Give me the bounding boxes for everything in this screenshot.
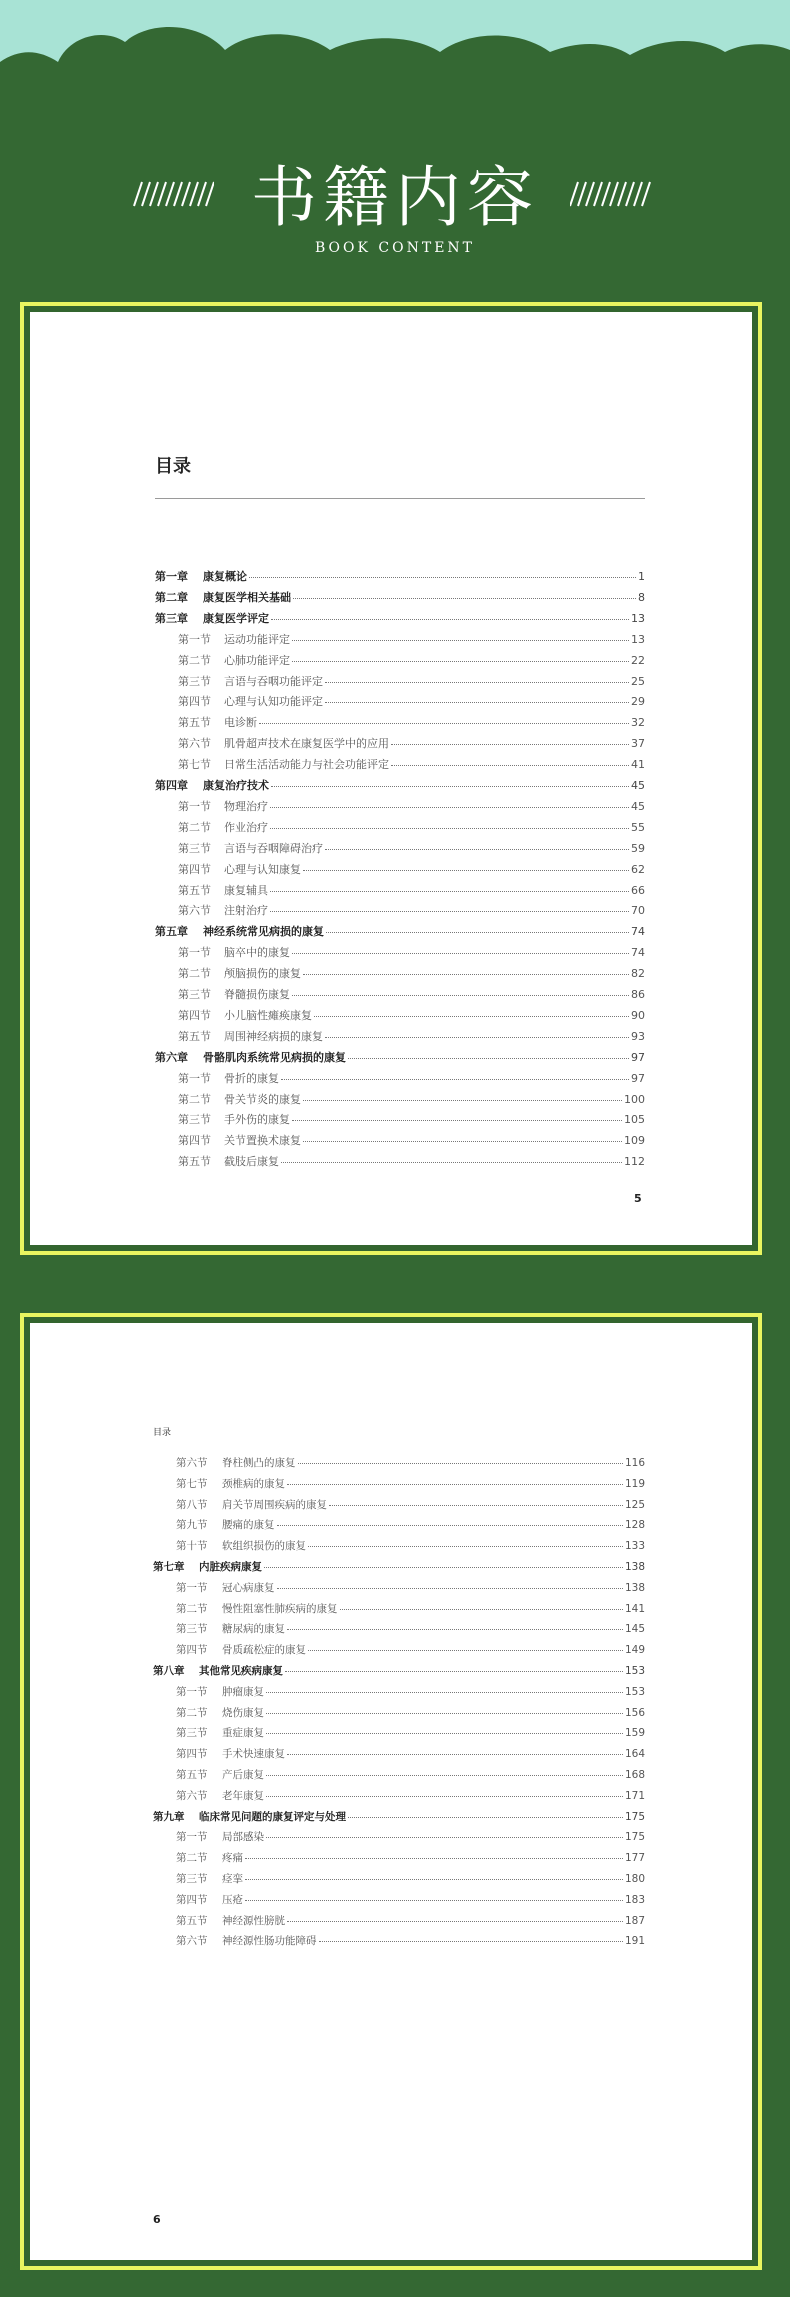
- entry-title: 软组织损伤的康复: [222, 1540, 306, 1553]
- entry-page: 119: [624, 1477, 645, 1490]
- entry-page: 159: [624, 1727, 645, 1740]
- entry-number: 第三节: [176, 1727, 208, 1740]
- dot-leader: [270, 806, 629, 808]
- entry-title: 临床常见问题的康复评定与处理: [199, 1810, 346, 1823]
- page-title: 书籍内容: [251, 159, 539, 236]
- entry-title: 压疮: [222, 1893, 243, 1906]
- entry-title: 重症康复: [222, 1727, 264, 1740]
- dot-leader: [348, 1057, 629, 1059]
- entry-number: 第五节: [176, 1769, 208, 1781]
- dot-leader: [287, 1483, 623, 1485]
- toc-chapter-entry: [153, 1557, 645, 1578]
- toc-section-entry: [178, 733, 645, 754]
- entry-title: 内脏疾病康复: [199, 1561, 262, 1573]
- entry-page: 187: [624, 1914, 645, 1927]
- toc-chapter-entry: [153, 1807, 645, 1828]
- entry-page: 90: [631, 1008, 645, 1022]
- dot-leader: [245, 1857, 623, 1859]
- dot-leader: [266, 1712, 623, 1714]
- toc-section-entry: [176, 1474, 645, 1495]
- entry-number: 第五节: [178, 883, 211, 897]
- entry-title: 糖尿病的康复: [222, 1623, 285, 1636]
- dot-leader: [319, 1940, 623, 1942]
- dot-leader: [285, 1670, 623, 1672]
- entry-number: 第七节: [176, 1477, 208, 1490]
- entry-page: 156: [624, 1706, 645, 1719]
- entry-page: 133: [624, 1540, 645, 1553]
- entry-number: 第五节: [176, 1914, 208, 1927]
- entry-title: 心肺功能评定: [224, 653, 290, 667]
- entry-number: 第八节: [176, 1498, 208, 1511]
- toc-section-entry: [176, 1682, 645, 1703]
- entry-title: 作业治疗: [224, 820, 268, 834]
- toc-page-card-2: [20, 1313, 762, 2270]
- dot-leader: [326, 931, 629, 933]
- toc-section-entry: [178, 650, 645, 671]
- entry-title: 康复辅具: [224, 883, 268, 897]
- entry-title: 骨质疏松症的康复: [222, 1644, 306, 1657]
- entry-page: 125: [624, 1498, 645, 1511]
- entry-number: 第四节: [178, 1008, 211, 1022]
- dot-leader: [303, 1099, 622, 1101]
- entry-page: 13: [631, 611, 645, 625]
- entry-page: 153: [624, 1665, 645, 1677]
- entry-title: 肿瘤康复: [222, 1685, 264, 1698]
- entry-page: 97: [631, 1050, 645, 1064]
- entry-title: 产后康复: [222, 1769, 264, 1781]
- entry-number: 第六章: [155, 1050, 188, 1064]
- dot-leader: [271, 618, 629, 620]
- entry-title: 言语与吞咽功能评定: [224, 674, 323, 688]
- toc-chapter-entry: [155, 587, 645, 608]
- toc-section-entry: [176, 1536, 645, 1557]
- entry-number: 第四节: [178, 862, 211, 876]
- dot-leader: [287, 1920, 623, 1922]
- entry-title: 痉挛: [222, 1873, 243, 1885]
- dot-leader: [292, 660, 629, 662]
- entry-title: 神经系统常见病损的康复: [203, 925, 324, 939]
- dot-leader: [292, 639, 629, 641]
- entry-number: 第一节: [178, 632, 211, 646]
- entry-page: 175: [624, 1810, 645, 1823]
- entry-number: 第三节: [178, 841, 211, 855]
- entry-title: 截肢后康复: [224, 1155, 279, 1169]
- toc-section-entry: [178, 754, 645, 775]
- toc-chapter-entry: [155, 775, 645, 796]
- entry-page: 183: [624, 1893, 645, 1906]
- toc-section-entry: [176, 1765, 645, 1786]
- entry-number: 第一节: [178, 946, 211, 960]
- entry-number: 第一节: [176, 1581, 208, 1594]
- entry-title: 骨骼肌肉系统常见病损的康复: [203, 1050, 346, 1064]
- entry-page: 45: [631, 779, 645, 792]
- dot-leader: [292, 1119, 622, 1121]
- slashes-decoration-right: [570, 180, 656, 208]
- entry-title: 手术快速康复: [222, 1748, 285, 1761]
- toc-section-entry: [176, 1453, 645, 1474]
- entry-title: 疼痛: [222, 1852, 243, 1865]
- entry-page: 29: [631, 695, 645, 709]
- entry-page: 66: [631, 883, 645, 897]
- dot-leader: [308, 1545, 623, 1547]
- entry-number: 第四节: [176, 1644, 208, 1657]
- entry-page: 175: [624, 1831, 645, 1844]
- page-subtitle: BOOK CONTENT: [315, 240, 475, 256]
- dot-leader: [249, 576, 636, 578]
- entry-number: 第五节: [178, 1029, 211, 1043]
- entry-title: 小儿脑性瘫痪康复: [224, 1008, 312, 1022]
- entry-title: 康复医学评定: [203, 611, 269, 625]
- entry-page: 128: [624, 1519, 645, 1532]
- entry-number: 第二节: [176, 1852, 208, 1865]
- toc-section-entry: [178, 942, 645, 963]
- entry-title: 脊髓损伤康复: [224, 988, 290, 1001]
- dot-leader: [277, 1587, 623, 1589]
- entry-page: 109: [624, 1134, 645, 1148]
- entry-page: 100: [624, 1092, 645, 1106]
- entry-number: 第二节: [178, 653, 211, 667]
- entry-page: 105: [624, 1113, 645, 1127]
- entry-number: 第二节: [176, 1706, 208, 1719]
- toc-section-entry: [178, 900, 645, 921]
- entry-title: 颈椎病的康复: [222, 1477, 285, 1490]
- toc-section-entry: [178, 963, 645, 984]
- dot-leader: [271, 785, 629, 787]
- entry-number: 第八章: [153, 1665, 185, 1677]
- entry-title: 腰痛的康复: [222, 1519, 275, 1532]
- entry-page: 171: [624, 1789, 645, 1802]
- entry-title: 周围神经病损的康复: [224, 1029, 323, 1043]
- entry-title: 脑卒中的康复: [224, 946, 290, 960]
- dot-leader: [293, 597, 636, 599]
- toc-section-entry: [176, 1744, 645, 1765]
- entry-page: 55: [631, 820, 645, 834]
- dot-leader: [298, 1462, 623, 1464]
- dot-leader: [264, 1566, 623, 1568]
- entry-page: 180: [624, 1873, 645, 1885]
- entry-number: 第六节: [176, 1935, 208, 1948]
- toc-chapter-entry: [155, 921, 645, 942]
- dot-leader: [245, 1878, 623, 1880]
- toc-section-entry: [178, 671, 645, 692]
- entry-number: 第一节: [178, 1071, 211, 1085]
- entry-page: 153: [624, 1685, 645, 1698]
- toc-section-entry: [178, 817, 645, 838]
- toc-section-entry: [178, 691, 645, 712]
- entry-number: 第二节: [178, 967, 211, 981]
- toc-section-entry: [176, 1640, 645, 1661]
- dot-leader: [292, 952, 629, 954]
- toc-chapter-entry: [155, 608, 645, 629]
- dot-leader: [277, 1524, 623, 1526]
- dot-leader: [325, 681, 629, 683]
- entry-page: 62: [631, 862, 645, 876]
- toc-section-entry: [178, 1089, 645, 1110]
- toc-section-entry: [176, 1599, 645, 1620]
- toc-section-entry: [176, 1723, 645, 1744]
- toc-chapter-entry: [155, 1047, 645, 1068]
- entry-number: 第二章: [155, 590, 188, 604]
- title-divider: [155, 498, 645, 499]
- toc-section-entry: [178, 1068, 645, 1089]
- toc-running-title: 目录: [153, 1428, 172, 1438]
- entry-number: 第三节: [176, 1623, 208, 1636]
- entry-page: 164: [624, 1748, 645, 1761]
- entry-title: 冠心病康复: [222, 1581, 275, 1594]
- entry-page: 1: [638, 570, 645, 583]
- toc-section-entry: [178, 712, 645, 733]
- entry-number: 第四章: [155, 779, 188, 792]
- entry-page: 70: [631, 904, 645, 918]
- entry-page: 168: [624, 1769, 645, 1781]
- entry-page: 112: [624, 1155, 645, 1169]
- toc-section-entry: [178, 1130, 645, 1151]
- entry-number: 第三节: [178, 988, 211, 1001]
- toc-section-entry: [176, 1619, 645, 1640]
- entry-number: 第二节: [176, 1602, 208, 1615]
- dot-leader: [245, 1899, 623, 1901]
- entry-number: 第四节: [178, 695, 211, 709]
- entry-page: 177: [624, 1852, 645, 1865]
- toc-section-entry: [178, 838, 645, 859]
- entry-title: 注射治疗: [224, 904, 268, 918]
- dot-leader: [287, 1753, 623, 1755]
- dot-leader: [266, 1836, 623, 1838]
- entry-title: 关节置换术康复: [224, 1134, 301, 1148]
- toc-title: 目录: [155, 456, 191, 477]
- entry-number: 第二节: [178, 820, 211, 834]
- entry-title: 骨关节炎的康复: [224, 1092, 301, 1106]
- entry-number: 第三节: [176, 1873, 208, 1885]
- entry-number: 第二节: [178, 1092, 211, 1106]
- toc-page-card-1: [20, 302, 762, 1255]
- entry-page: 22: [631, 653, 645, 667]
- toc-section-entry: [176, 1890, 645, 1911]
- entry-page: 8: [638, 590, 645, 604]
- toc-section-entry: [176, 1703, 645, 1724]
- entry-title: 物理治疗: [224, 799, 268, 813]
- entry-title: 康复概论: [203, 570, 247, 583]
- entry-number: 第四节: [178, 1134, 211, 1148]
- dot-leader: [270, 910, 629, 912]
- entry-title: 心理与认知康复: [224, 862, 301, 876]
- entry-title: 康复治疗技术: [203, 779, 269, 792]
- entry-page: 37: [631, 737, 645, 751]
- entry-page: 25: [631, 674, 645, 688]
- entry-page: 86: [631, 988, 645, 1001]
- dot-leader: [281, 1078, 629, 1080]
- entry-number: 第三节: [178, 674, 211, 688]
- dot-leader: [303, 869, 629, 871]
- entry-page: 59: [631, 841, 645, 855]
- dot-leader: [391, 764, 629, 766]
- toc-section-entry: [178, 1151, 645, 1172]
- entry-number: 第一章: [155, 570, 188, 583]
- entry-number: 第九节: [176, 1519, 208, 1532]
- entry-title: 运动功能评定: [224, 632, 290, 646]
- toc-chapter-entry: [155, 566, 645, 587]
- entry-title: 其他常见疾病康复: [199, 1665, 283, 1677]
- dot-leader: [287, 1628, 623, 1630]
- entry-title: 烧伤康复: [222, 1706, 264, 1719]
- entry-page: 13: [631, 632, 645, 646]
- entry-number: 第五节: [178, 716, 211, 730]
- entry-title: 脊柱侧凸的康复: [222, 1457, 296, 1469]
- dot-leader: [340, 1608, 623, 1610]
- entry-page: 93: [631, 1029, 645, 1043]
- dot-leader: [329, 1504, 623, 1506]
- entry-number: 第四节: [176, 1893, 208, 1906]
- entry-title: 局部感染: [222, 1831, 264, 1844]
- entry-page: 138: [624, 1561, 645, 1573]
- entry-title: 言语与吞咽障碍治疗: [224, 841, 323, 855]
- entry-number: 第七节: [178, 758, 211, 772]
- entry-number: 第一节: [176, 1685, 208, 1698]
- dot-leader: [325, 1036, 629, 1038]
- entry-number: 第六节: [176, 1789, 208, 1802]
- toc-section-entry: [178, 629, 645, 650]
- entry-number: 第一节: [176, 1831, 208, 1844]
- header: [0, 150, 790, 260]
- entry-title: 骨折的康复: [224, 1071, 279, 1085]
- entry-number: 第一节: [178, 799, 211, 813]
- toc-section-entry: [178, 796, 645, 817]
- entry-title: 颅脑损伤的康复: [224, 967, 301, 981]
- entry-title: 老年康复: [222, 1789, 264, 1802]
- entry-title: 慢性阻塞性肺疾病的康复: [222, 1602, 338, 1615]
- entry-title: 康复医学相关基础: [203, 590, 291, 604]
- toc-section-entry: [176, 1827, 645, 1848]
- toc-section-entry: [178, 880, 645, 901]
- dot-leader: [270, 827, 629, 829]
- entry-page: 82: [631, 967, 645, 981]
- dot-leader: [266, 1774, 623, 1776]
- toc-section-entry: [176, 1495, 645, 1516]
- entry-page: 138: [624, 1581, 645, 1594]
- entry-number: 第六节: [178, 904, 211, 918]
- toc-section-entry: [176, 1515, 645, 1536]
- entry-number: 第三章: [155, 611, 188, 625]
- toc-chapter-entry: [153, 1661, 645, 1682]
- entry-number: 第四节: [176, 1748, 208, 1761]
- entry-page: 149: [624, 1644, 645, 1657]
- entry-title: 肌骨超声技术在康复医学中的应用: [224, 737, 389, 751]
- entry-number: 第六节: [176, 1457, 208, 1469]
- dot-leader: [259, 722, 629, 724]
- dot-leader: [391, 743, 629, 745]
- toc-section-entry: [178, 1026, 645, 1047]
- entry-page: 45: [631, 799, 645, 813]
- entry-title: 手外伤的康复: [224, 1113, 290, 1127]
- entry-title: 日常生活活动能力与社会功能评定: [224, 758, 389, 772]
- dot-leader: [281, 1161, 622, 1163]
- dot-leader: [325, 701, 629, 703]
- entry-number: 第十节: [176, 1540, 208, 1553]
- toc-section-entry: [176, 1578, 645, 1599]
- entry-number: 第六节: [178, 737, 211, 751]
- dot-leader: [314, 1015, 629, 1017]
- toc-section-entry: [176, 1848, 645, 1869]
- page-number: 5: [634, 1192, 642, 1205]
- top-wave-decoration: [0, 0, 790, 80]
- dot-leader: [292, 994, 629, 996]
- dot-leader: [303, 973, 629, 975]
- entry-page: 97: [631, 1071, 645, 1085]
- entry-title: 神经源性肠功能障碍: [222, 1935, 317, 1948]
- entry-page: 41: [631, 758, 645, 772]
- entry-number: 第七章: [153, 1561, 185, 1573]
- entry-title: 肩关节周围疾病的康复: [222, 1498, 327, 1511]
- dot-leader: [266, 1795, 623, 1797]
- dot-leader: [308, 1649, 623, 1651]
- entry-page: 191: [624, 1935, 645, 1948]
- entry-title: 心理与认知功能评定: [224, 695, 323, 709]
- entry-page: 74: [631, 925, 645, 939]
- toc-section-entry: [176, 1786, 645, 1807]
- toc-section-entry: [178, 859, 645, 880]
- dot-leader: [270, 890, 629, 892]
- entry-number: 第五章: [155, 925, 188, 939]
- entry-title: 电诊断: [224, 716, 257, 730]
- entry-page: 32: [631, 716, 645, 730]
- entry-number: 第三节: [178, 1113, 211, 1127]
- toc-section-entry: [178, 1005, 645, 1026]
- toc-section-entry: [176, 1911, 645, 1932]
- entry-page: 116: [624, 1457, 645, 1469]
- dot-leader: [325, 848, 629, 850]
- toc-section-entry: [178, 984, 645, 1005]
- toc-page-2: [30, 1323, 752, 2260]
- dot-leader: [266, 1732, 623, 1734]
- entry-page: 74: [631, 946, 645, 960]
- toc-section-entry: [178, 1109, 645, 1130]
- dot-leader: [348, 1816, 623, 1818]
- entry-page: 141: [624, 1602, 645, 1615]
- page-number: 6: [153, 2213, 161, 2226]
- toc-page-1: [30, 312, 752, 1245]
- toc-section-entry: [176, 1869, 645, 1890]
- entry-page: 145: [624, 1623, 645, 1636]
- entry-number: 第九章: [153, 1810, 185, 1823]
- dot-leader: [303, 1140, 622, 1142]
- entry-title: 神经源性膀胱: [222, 1914, 285, 1927]
- toc-section-entry: [176, 1931, 645, 1952]
- entry-number: 第五节: [178, 1155, 211, 1169]
- dot-leader: [266, 1691, 623, 1693]
